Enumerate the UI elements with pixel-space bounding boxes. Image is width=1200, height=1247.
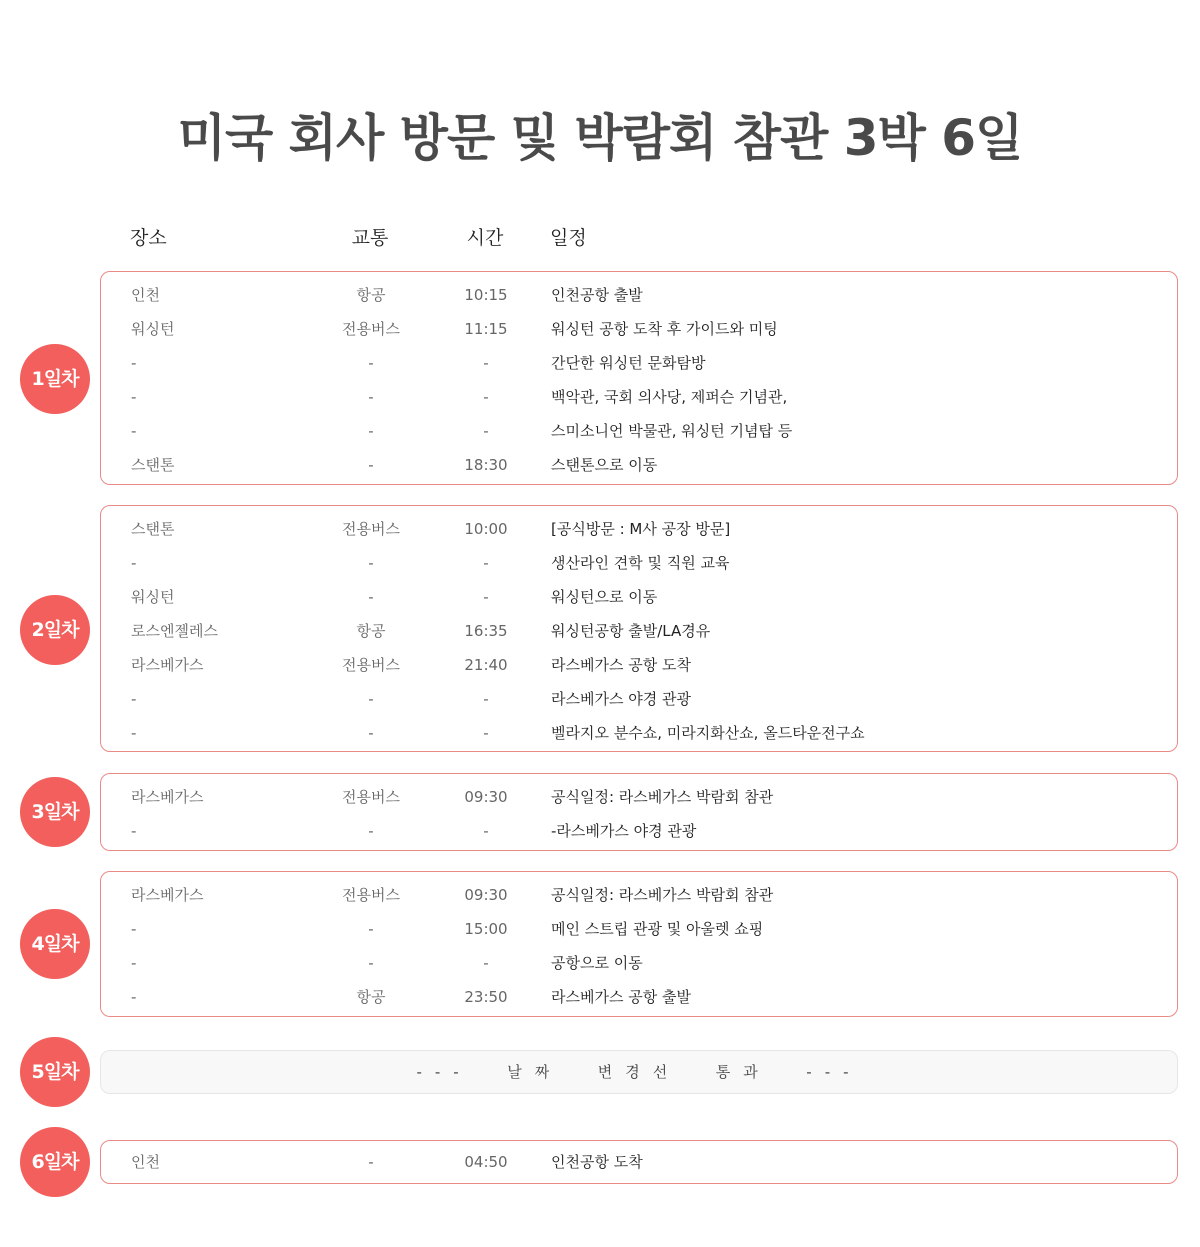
- transport-cell: -: [368, 724, 374, 742]
- table-row: [101, 512, 1179, 546]
- place-cell: 워싱턴: [131, 320, 175, 338]
- table-row: [101, 1145, 1179, 1179]
- transport-cell: -: [368, 920, 374, 938]
- time-cell: -: [483, 822, 489, 840]
- schedule-cell: 워싱턴으로 이동: [551, 588, 658, 606]
- time-cell: 10:15: [464, 286, 508, 304]
- place-cell: -: [131, 724, 137, 742]
- day-badge-6: 6일차: [20, 1127, 90, 1197]
- time-cell: 16:35: [464, 622, 508, 640]
- table-row: [101, 614, 1179, 648]
- place-cell: 로스엔젤레스: [131, 622, 218, 640]
- time-cell: 23:50: [464, 988, 508, 1006]
- place-cell: 스탠톤: [131, 456, 175, 474]
- schedule-cell: 라스베가스 공항 도착: [551, 656, 691, 674]
- schedule-cell: 인천공항 도착: [551, 1153, 643, 1171]
- day-box-4: [100, 871, 1178, 1017]
- place-cell: 인천: [131, 1153, 160, 1171]
- schedule-cell: 워싱턴 공항 도착 후 가이드와 미팅: [551, 320, 778, 338]
- table-header: [100, 224, 1180, 252]
- transport-cell: 항공: [356, 286, 386, 304]
- transport-cell: 전용버스: [342, 656, 400, 674]
- schedule-cell: 워싱턴공항 출발/LA경유: [551, 622, 711, 640]
- place-cell: -: [131, 988, 137, 1006]
- time-cell: -: [483, 354, 489, 372]
- table-row: [101, 780, 1179, 814]
- table-row: [101, 716, 1179, 750]
- schedule-cell: 라스베가스 공항 출발: [551, 988, 691, 1006]
- time-cell: 10:00: [464, 520, 508, 538]
- place-cell: 라스베가스: [131, 656, 204, 674]
- time-cell: -: [483, 954, 489, 972]
- place-cell: -: [131, 690, 137, 708]
- transport-cell: -: [368, 456, 374, 474]
- schedule-cell: 생산라인 견학 및 직원 교육: [551, 554, 730, 572]
- table-row: [101, 912, 1179, 946]
- time-cell: 11:15: [464, 320, 508, 338]
- time-cell: -: [483, 690, 489, 708]
- time-cell: 21:40: [464, 656, 508, 674]
- place-cell: -: [131, 422, 137, 440]
- time-cell: -: [483, 724, 489, 742]
- table-row: [101, 448, 1179, 482]
- schedule-cell: 공항으로 이동: [551, 954, 643, 972]
- place-cell: -: [131, 554, 137, 572]
- day-box-2: [100, 505, 1178, 752]
- table-row: [101, 580, 1179, 614]
- place-cell: -: [131, 920, 137, 938]
- transport-cell: -: [368, 588, 374, 606]
- place-cell: -: [131, 954, 137, 972]
- day-badge-1: 1일차: [20, 344, 90, 414]
- transport-cell: 전용버스: [342, 886, 400, 904]
- time-cell: 18:30: [464, 456, 508, 474]
- day-box-3: [100, 773, 1178, 851]
- transport-cell: 항공: [356, 988, 386, 1006]
- table-row: [101, 312, 1179, 346]
- header-transport: 교통: [351, 227, 389, 249]
- time-cell: -: [483, 388, 489, 406]
- table-row: [101, 278, 1179, 312]
- page-title: 미국 회사 방문 및 박람회 참관 3박 6일: [177, 109, 1023, 167]
- transport-cell: -: [368, 422, 374, 440]
- table-row: [101, 682, 1179, 716]
- transport-cell: 전용버스: [342, 520, 400, 538]
- day-box-6: [100, 1140, 1178, 1184]
- transport-cell: -: [368, 554, 374, 572]
- time-cell: 04:50: [464, 1153, 508, 1171]
- place-cell: 라스베가스: [131, 788, 204, 806]
- transport-cell: -: [368, 354, 374, 372]
- table-row: [101, 648, 1179, 682]
- transport-cell: -: [368, 388, 374, 406]
- transport-cell: 항공: [356, 622, 386, 640]
- schedule-cell: 공식일정: 라스베가스 박람회 참관: [551, 886, 774, 904]
- table-row: [101, 946, 1179, 980]
- table-row: [101, 980, 1179, 1014]
- place-cell: 스탠톤: [131, 520, 175, 538]
- schedule-cell: -라스베가스 야경 관광: [551, 822, 697, 840]
- day-badge-3: 3일차: [20, 777, 90, 847]
- place-cell: -: [131, 822, 137, 840]
- table-row: [101, 878, 1179, 912]
- schedule-cell: 간단한 워싱턴 문화탐방: [551, 354, 706, 372]
- time-cell: -: [483, 422, 489, 440]
- table-row: [101, 814, 1179, 848]
- schedule-cell: 라스베가스 야경 관광: [551, 690, 691, 708]
- place-cell: 워싱턴: [131, 588, 175, 606]
- table-row: [101, 380, 1179, 414]
- transport-cell: -: [368, 954, 374, 972]
- transport-cell: -: [368, 822, 374, 840]
- header-time: 시간: [466, 227, 504, 249]
- table-row: [101, 414, 1179, 448]
- schedule-cell: 백악관, 국회 의사당, 제퍼슨 기념관,: [551, 388, 788, 406]
- schedule-cell: 벨라지오 분수쇼, 미라지화산쇼, 올드타운전구쇼: [551, 724, 865, 742]
- table-row: [101, 546, 1179, 580]
- schedule-cell: 스미소니언 박물관, 워싱턴 기념탑 등: [551, 422, 793, 440]
- time-cell: 09:30: [464, 788, 508, 806]
- schedule-cell: 인천공항 출발: [551, 286, 643, 304]
- place-cell: 라스베가스: [131, 886, 204, 904]
- place-cell: -: [131, 354, 137, 372]
- transport-cell: -: [368, 690, 374, 708]
- time-cell: 09:30: [464, 886, 508, 904]
- transport-cell: 전용버스: [342, 788, 400, 806]
- header-schedule: 일정: [550, 227, 587, 249]
- place-cell: -: [131, 388, 137, 406]
- schedule-cell: 스탠톤으로 이동: [551, 456, 658, 474]
- transport-cell: -: [368, 1153, 374, 1171]
- transport-cell: 전용버스: [342, 320, 400, 338]
- time-cell: -: [483, 554, 489, 572]
- schedule-cell: 메인 스트립 관광 및 아울렛 쇼핑: [551, 920, 764, 938]
- day-badge-4: 4일차: [20, 909, 90, 979]
- time-cell: -: [483, 588, 489, 606]
- day-badge-2: 2일차: [20, 595, 90, 665]
- schedule-cell: 공식일정: 라스베가스 박람회 참관: [551, 788, 774, 806]
- schedule-cell: [공식방문 : M사 공장 방문]: [551, 520, 731, 538]
- time-cell: 15:00: [464, 920, 508, 938]
- table-row: [101, 346, 1179, 380]
- day-badge-5: 5일차: [20, 1037, 90, 1107]
- dateline-note: --- 날짜 변경선 통과 ---: [100, 1050, 1178, 1094]
- day-box-1: [100, 271, 1178, 485]
- header-place: 장소: [130, 227, 167, 249]
- place-cell: 인천: [131, 286, 160, 304]
